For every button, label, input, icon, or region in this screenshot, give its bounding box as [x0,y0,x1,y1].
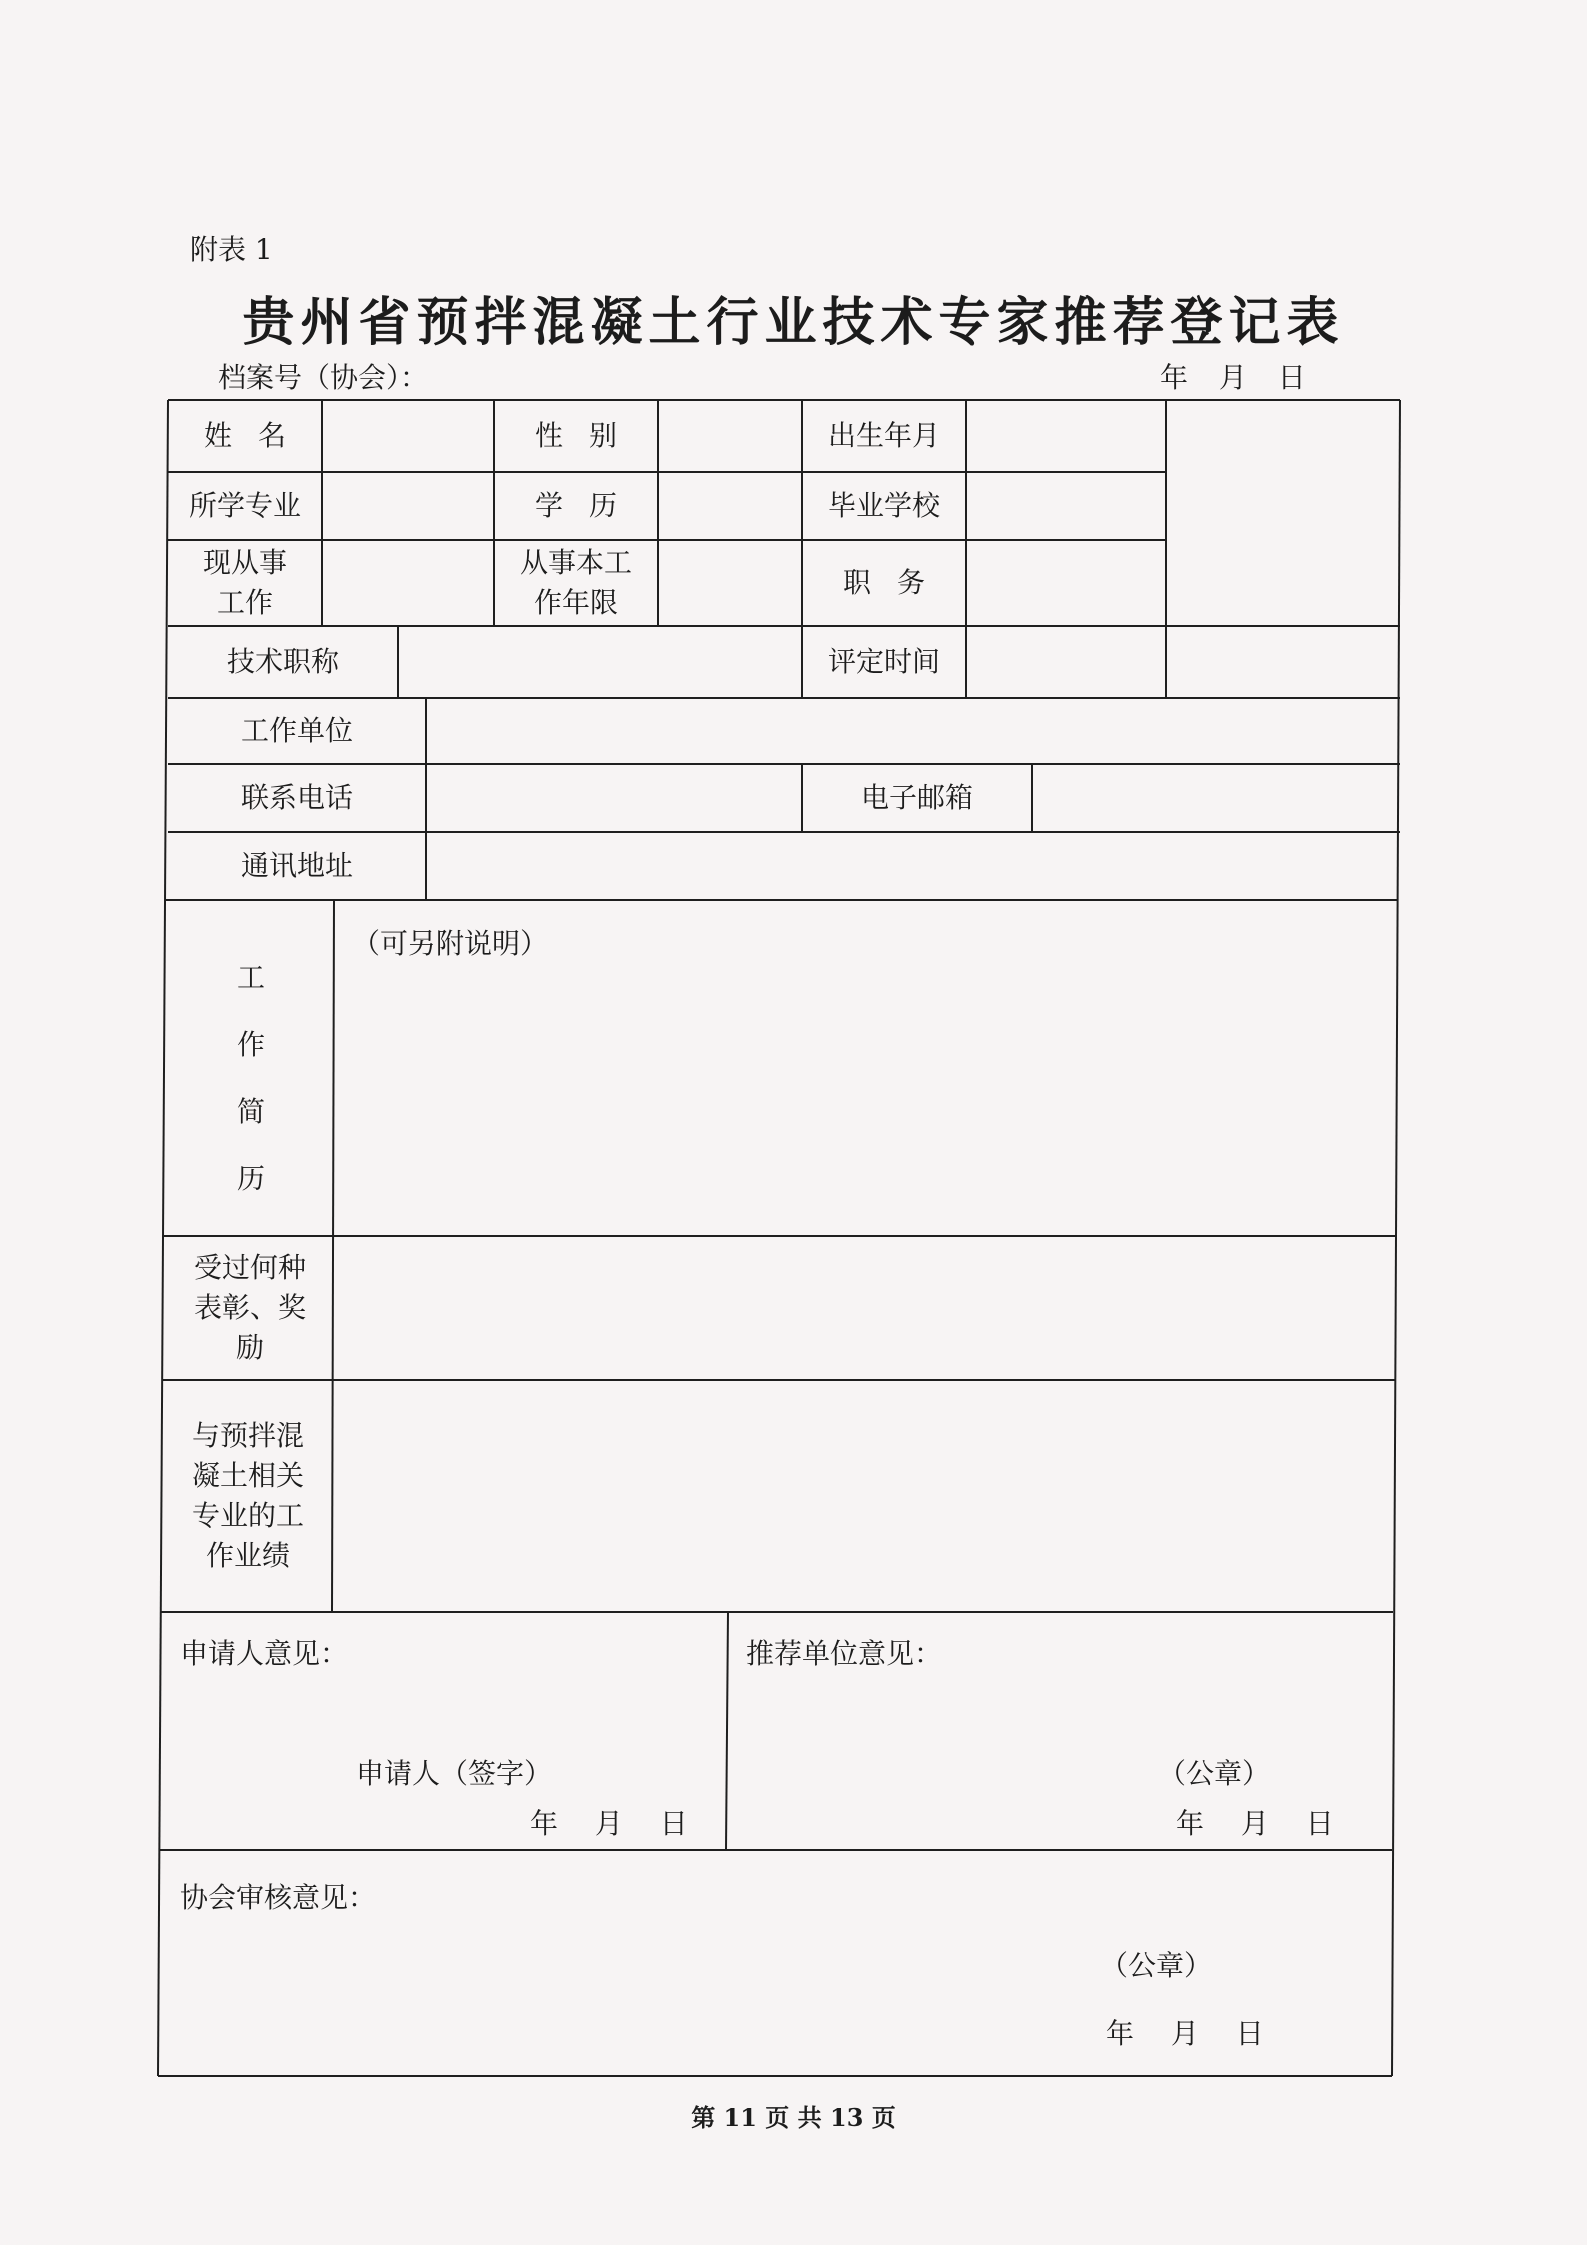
resume-label-char-1: 工 [236,961,265,994]
school-label: 毕业学校 [827,489,940,522]
email-input-cell[interactable] [1032,764,1400,832]
rating-time-input-cell[interactable] [966,626,1166,698]
address-label: 通讯地址 [240,849,353,882]
resume-input-cell[interactable] [334,960,1394,1230]
achievements-input-cell[interactable] [334,1380,1392,1612]
applicant-opinion-label: 申请人意见： [180,1637,349,1670]
association-date-label: 年 月 日 [1106,2017,1264,2050]
major-input-cell[interactable] [322,472,494,540]
technical-title-input-cell[interactable] [398,626,802,698]
current-work-label: 现从事工作 [202,546,287,619]
awards-input-cell[interactable] [334,1236,1394,1380]
applicant-date-label: 年 月 日 [530,1807,688,1840]
education-label: 学历 [534,489,643,522]
recommender-date-label: 年 月 日 [1176,1807,1334,1840]
achievements-label: 与预拌混凝土相关专业的工作业绩 [191,1419,304,1572]
name-label: 姓名 [203,419,312,452]
page-number: 第 11 页 共 13 页 [691,2103,896,2132]
gender-label: 性别 [534,419,643,452]
years-input-cell[interactable] [658,540,802,626]
education-input-cell[interactable] [658,472,802,540]
photo-cell[interactable] [1166,400,1400,698]
birth-label: 出生年月 [827,419,940,452]
recommender-seal-label: （公章） [1158,1757,1271,1790]
school-input-cell[interactable] [966,472,1166,540]
address-input-cell[interactable] [426,832,1400,900]
resume-label [168,900,334,1236]
position-input-cell[interactable] [966,540,1166,626]
association-opinion-label: 协会审核意见： [180,1881,377,1914]
association-seal-label: （公章） [1100,1949,1213,1982]
phone-label: 联系电话 [240,781,353,814]
major-label: 所学专业 [188,489,301,522]
employer-input-cell[interactable] [426,698,1400,764]
resume-label-char-4: 历 [236,1162,265,1195]
archive-number-label: 档案号（协会）： [218,361,429,394]
resume-label-char-2: 作 [236,1028,265,1061]
header-date-label: 年 月 日 [1160,361,1306,394]
resume-note: （可另附说明） [352,927,549,960]
employer-label: 工作单位 [240,714,353,747]
current-work-input-cell[interactable] [322,540,494,626]
annex-label: 附表 1 [190,233,273,266]
years-label: 从事本工作年限 [519,546,632,619]
technical-title-label: 技术职称 [226,645,339,678]
phone-input-cell[interactable] [426,764,802,832]
birth-input-cell[interactable] [966,400,1166,472]
resume-label-char-3: 简 [236,1095,265,1128]
applicant-signature-label: 申请人（签字） [356,1757,553,1790]
gender-input-cell[interactable] [658,400,802,472]
rating-time-label: 评定时间 [827,645,940,678]
email-label: 电子邮箱 [860,781,973,814]
awards-label: 受过何种表彰、奖励 [193,1251,306,1364]
recommender-opinion-label: 推荐单位意见： [746,1637,943,1670]
name-input-cell[interactable] [322,400,494,472]
position-label: 职务 [842,566,951,599]
form-title: 贵州省预拌混凝土行业技术专家推荐登记表 [242,292,1345,353]
